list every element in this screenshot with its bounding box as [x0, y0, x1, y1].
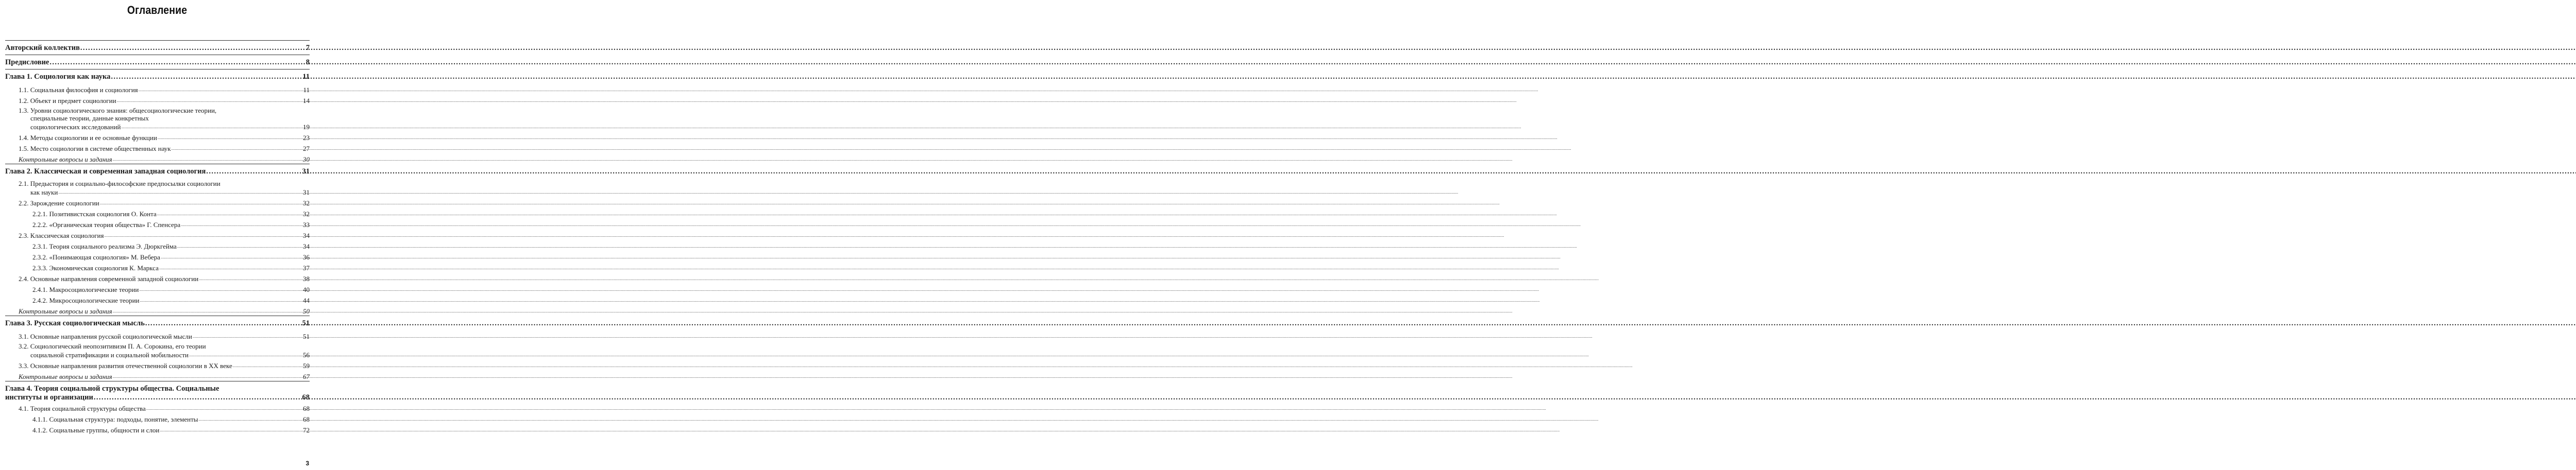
toc-chapter-entry[interactable] [5, 381, 310, 402]
toc-entry-page: 32 [303, 210, 310, 218]
toc-chapter-entry[interactable] [5, 40, 310, 55]
dot-leader [193, 332, 302, 340]
dot-leader [94, 393, 302, 402]
toc-entry-title: Авторский коллектив [5, 44, 80, 52]
toc-entry-title: 1.2. Объект и предмет социологии [19, 97, 116, 105]
toc-entry-title-line: специальные теории, данные конкретных [30, 114, 149, 122]
toc-section-entry[interactable] [5, 218, 310, 229]
toc-entry-title: 2.3.2. «Понимающая социология» М. Вебера [32, 253, 160, 261]
toc-entry-title: 2.2. Зарождение социологии [19, 199, 99, 207]
toc-section-entry[interactable] [5, 402, 310, 413]
toc-entry-page: 11 [302, 73, 310, 81]
toc-entry-title: Предисловие [5, 58, 49, 66]
dot-leader [80, 44, 306, 53]
dot-leader [157, 209, 302, 218]
toc-entry-title: Глава 2. Классическая и современная западная социология [5, 167, 206, 176]
toc-entry-title: Контрольные вопросы и задания [19, 307, 112, 315]
toc-entry-page: 72 [303, 426, 310, 434]
toc-entry-page: 68 [303, 405, 310, 412]
table-of-contents [5, 40, 310, 434]
toc-section-entry[interactable] [5, 142, 310, 153]
toc-entry-title: институты и организации [5, 393, 93, 402]
toc-entry-title: 2.4.1. Макросоциологические теории [32, 286, 139, 293]
toc-section-entry[interactable] [5, 370, 310, 381]
toc-entry-page: 51 [302, 319, 310, 327]
toc-section-entry[interactable] [5, 207, 310, 218]
toc-chapter-entry[interactable] [5, 55, 310, 69]
toc-entry-page: 32 [303, 199, 310, 207]
dot-leader [160, 425, 302, 434]
dot-leader [172, 144, 302, 152]
toc-entry-page: 40 [303, 286, 310, 293]
toc-section-entry[interactable] [5, 330, 310, 341]
dot-leader [113, 372, 302, 380]
dot-leader [100, 198, 302, 207]
toc-section-entry[interactable] [5, 131, 310, 142]
toc-section-entry[interactable] [5, 251, 310, 262]
page-number: 3 [306, 460, 309, 467]
toc-entry-title: 4.1. Теория социальной структуры общества [19, 405, 146, 412]
dot-leader [104, 231, 302, 239]
toc-entry-page: 38 [303, 275, 310, 283]
toc-section-entry[interactable] [5, 83, 310, 94]
toc-entry-page: 11 [303, 86, 310, 94]
toc-section-entry[interactable] [5, 424, 310, 434]
dot-leader [122, 122, 302, 131]
toc-entry-page: 23 [303, 134, 310, 142]
toc-entry-title: 2.4.2. Микросоциологические теории [32, 297, 140, 304]
dot-leader [146, 404, 302, 412]
toc-section-entry[interactable] [5, 105, 310, 131]
toc-entry-page: 8 [306, 58, 310, 66]
toc-section-entry[interactable] [5, 272, 310, 283]
dot-leader [158, 133, 302, 142]
dot-leader [139, 285, 302, 293]
toc-entry-title: социальной стратификации и социальной мобильности [30, 351, 189, 359]
toc-section-entry[interactable] [5, 240, 310, 251]
toc-entry-page: 14 [303, 97, 310, 105]
toc-entry-title: 4.1.2. Социальные группы, общности и слои [32, 426, 160, 434]
toc-chapter-entry[interactable] [5, 316, 310, 330]
toc-section-entry[interactable] [5, 178, 310, 197]
toc-entry-title: 3.1. Основные направления русской социологической мысли [19, 333, 192, 340]
toc-entry-title-line: 1.3. Уровни социологического знания: общесоциологические теории, [19, 107, 217, 114]
toc-chapter-entry[interactable] [5, 164, 310, 178]
toc-entry-title: Глава 3. Русская социологическая мысль [5, 319, 145, 327]
toc-entry-title: Контрольные вопросы и задания [19, 155, 112, 163]
dot-leader [58, 187, 302, 196]
toc-entry-page: 34 [303, 242, 310, 250]
dot-leader [140, 295, 302, 304]
toc-entry-page: 33 [303, 221, 310, 229]
toc-entry-page: 67 [303, 373, 310, 380]
toc-entry-title-line: Глава 4. Теория социальной структуры общества. Социальные [5, 385, 219, 393]
toc-section-entry[interactable] [5, 229, 310, 240]
toc-entry-title: 1.1. Социальная философия и социология [19, 86, 138, 94]
dot-leader [199, 274, 302, 283]
toc-entry-title: 2.3. Классическая социология [19, 232, 104, 239]
toc-section-entry[interactable] [5, 94, 310, 105]
toc-entry-title: 2.2.2. «Органическая теория общества» Г. Спенсера [32, 221, 181, 229]
dot-leader [113, 154, 302, 163]
toc-entry-page: 34 [303, 232, 310, 239]
toc-section-entry[interactable] [5, 197, 310, 207]
toc-entry-page: 19 [303, 123, 310, 131]
toc-entry-title: Глава 1. Социология как наука [5, 73, 111, 81]
dot-leader [161, 252, 302, 261]
toc-entry-page: 59 [303, 362, 310, 370]
toc-entry-page: 7 [306, 44, 310, 52]
dot-leader [139, 85, 303, 94]
toc-entry-page: 51 [303, 333, 310, 340]
toc-entry-title: 1.4. Методы социологии и ее основные функции [19, 134, 157, 142]
toc-section-entry[interactable] [5, 153, 310, 164]
toc-section-entry[interactable] [5, 413, 310, 424]
dot-leader [117, 96, 302, 105]
toc-section-entry[interactable] [5, 283, 310, 294]
page-title: Оглавление [127, 4, 188, 16]
toc-section-entry[interactable] [5, 294, 310, 305]
toc-entry-title: 2.4. Основные направления современной западной социологии [19, 275, 199, 283]
toc-entry-title: 3.3. Основные направления развития отечественной социологии в XX веке [19, 362, 232, 370]
dot-leader [111, 73, 302, 81]
toc-entry-title: 2.2.1. Позитивистская социология О. Конта [32, 210, 157, 218]
toc-entry-title: как науки [30, 188, 58, 196]
toc-chapter-entry[interactable] [5, 69, 310, 83]
toc-entry-title: 2.3.3. Экономическая социология К. Маркса [32, 264, 159, 272]
dot-leader [159, 263, 302, 272]
toc-entry-page: 37 [303, 264, 310, 272]
toc-entry-page: 36 [303, 253, 310, 261]
dot-leader [199, 414, 302, 423]
toc-entry-page: 50 [303, 307, 310, 315]
toc-section-entry[interactable] [5, 341, 310, 359]
dot-leader [145, 319, 302, 328]
toc-entry-page: 27 [303, 145, 310, 152]
toc-entry-page: 56 [303, 351, 310, 359]
toc-entry-page: 31 [303, 188, 310, 196]
toc-entry-title-line: 2.1. Предыстория и социально-философские предпосылки социологии [19, 180, 221, 187]
toc-entry-title: социологических исследований [30, 123, 121, 131]
toc-section-entry[interactable] [5, 305, 310, 316]
toc-entry-title: 1.5. Место социологии в системе общественных наук [19, 145, 171, 152]
toc-entry-title: Контрольные вопросы и задания [19, 373, 112, 380]
dot-leader [177, 241, 302, 250]
toc-entry-page: 68 [303, 415, 310, 423]
dot-leader [49, 58, 305, 67]
toc-entry-page: 68 [302, 393, 310, 402]
toc-entry-page: 31 [302, 167, 310, 176]
toc-entry-page: 44 [303, 297, 310, 304]
toc-entry-page: 30 [303, 155, 310, 163]
dot-leader [189, 350, 302, 359]
toc-entry-title: 4.1.1. Социальная структура: подходы, понятие, элементы [32, 415, 198, 423]
toc-section-entry[interactable] [5, 359, 310, 370]
dot-leader [233, 361, 302, 370]
toc-section-entry[interactable] [5, 262, 310, 272]
dot-leader [181, 220, 302, 229]
dot-leader [206, 167, 301, 176]
toc-entry-title-line: 3.2. Социологический неопозитивизм П. А. Сорокина, его теории [19, 342, 206, 350]
dot-leader [113, 306, 302, 315]
toc-entry-title: 2.3.1. Теория социального реализма Э. Дюркгейма [32, 242, 177, 250]
